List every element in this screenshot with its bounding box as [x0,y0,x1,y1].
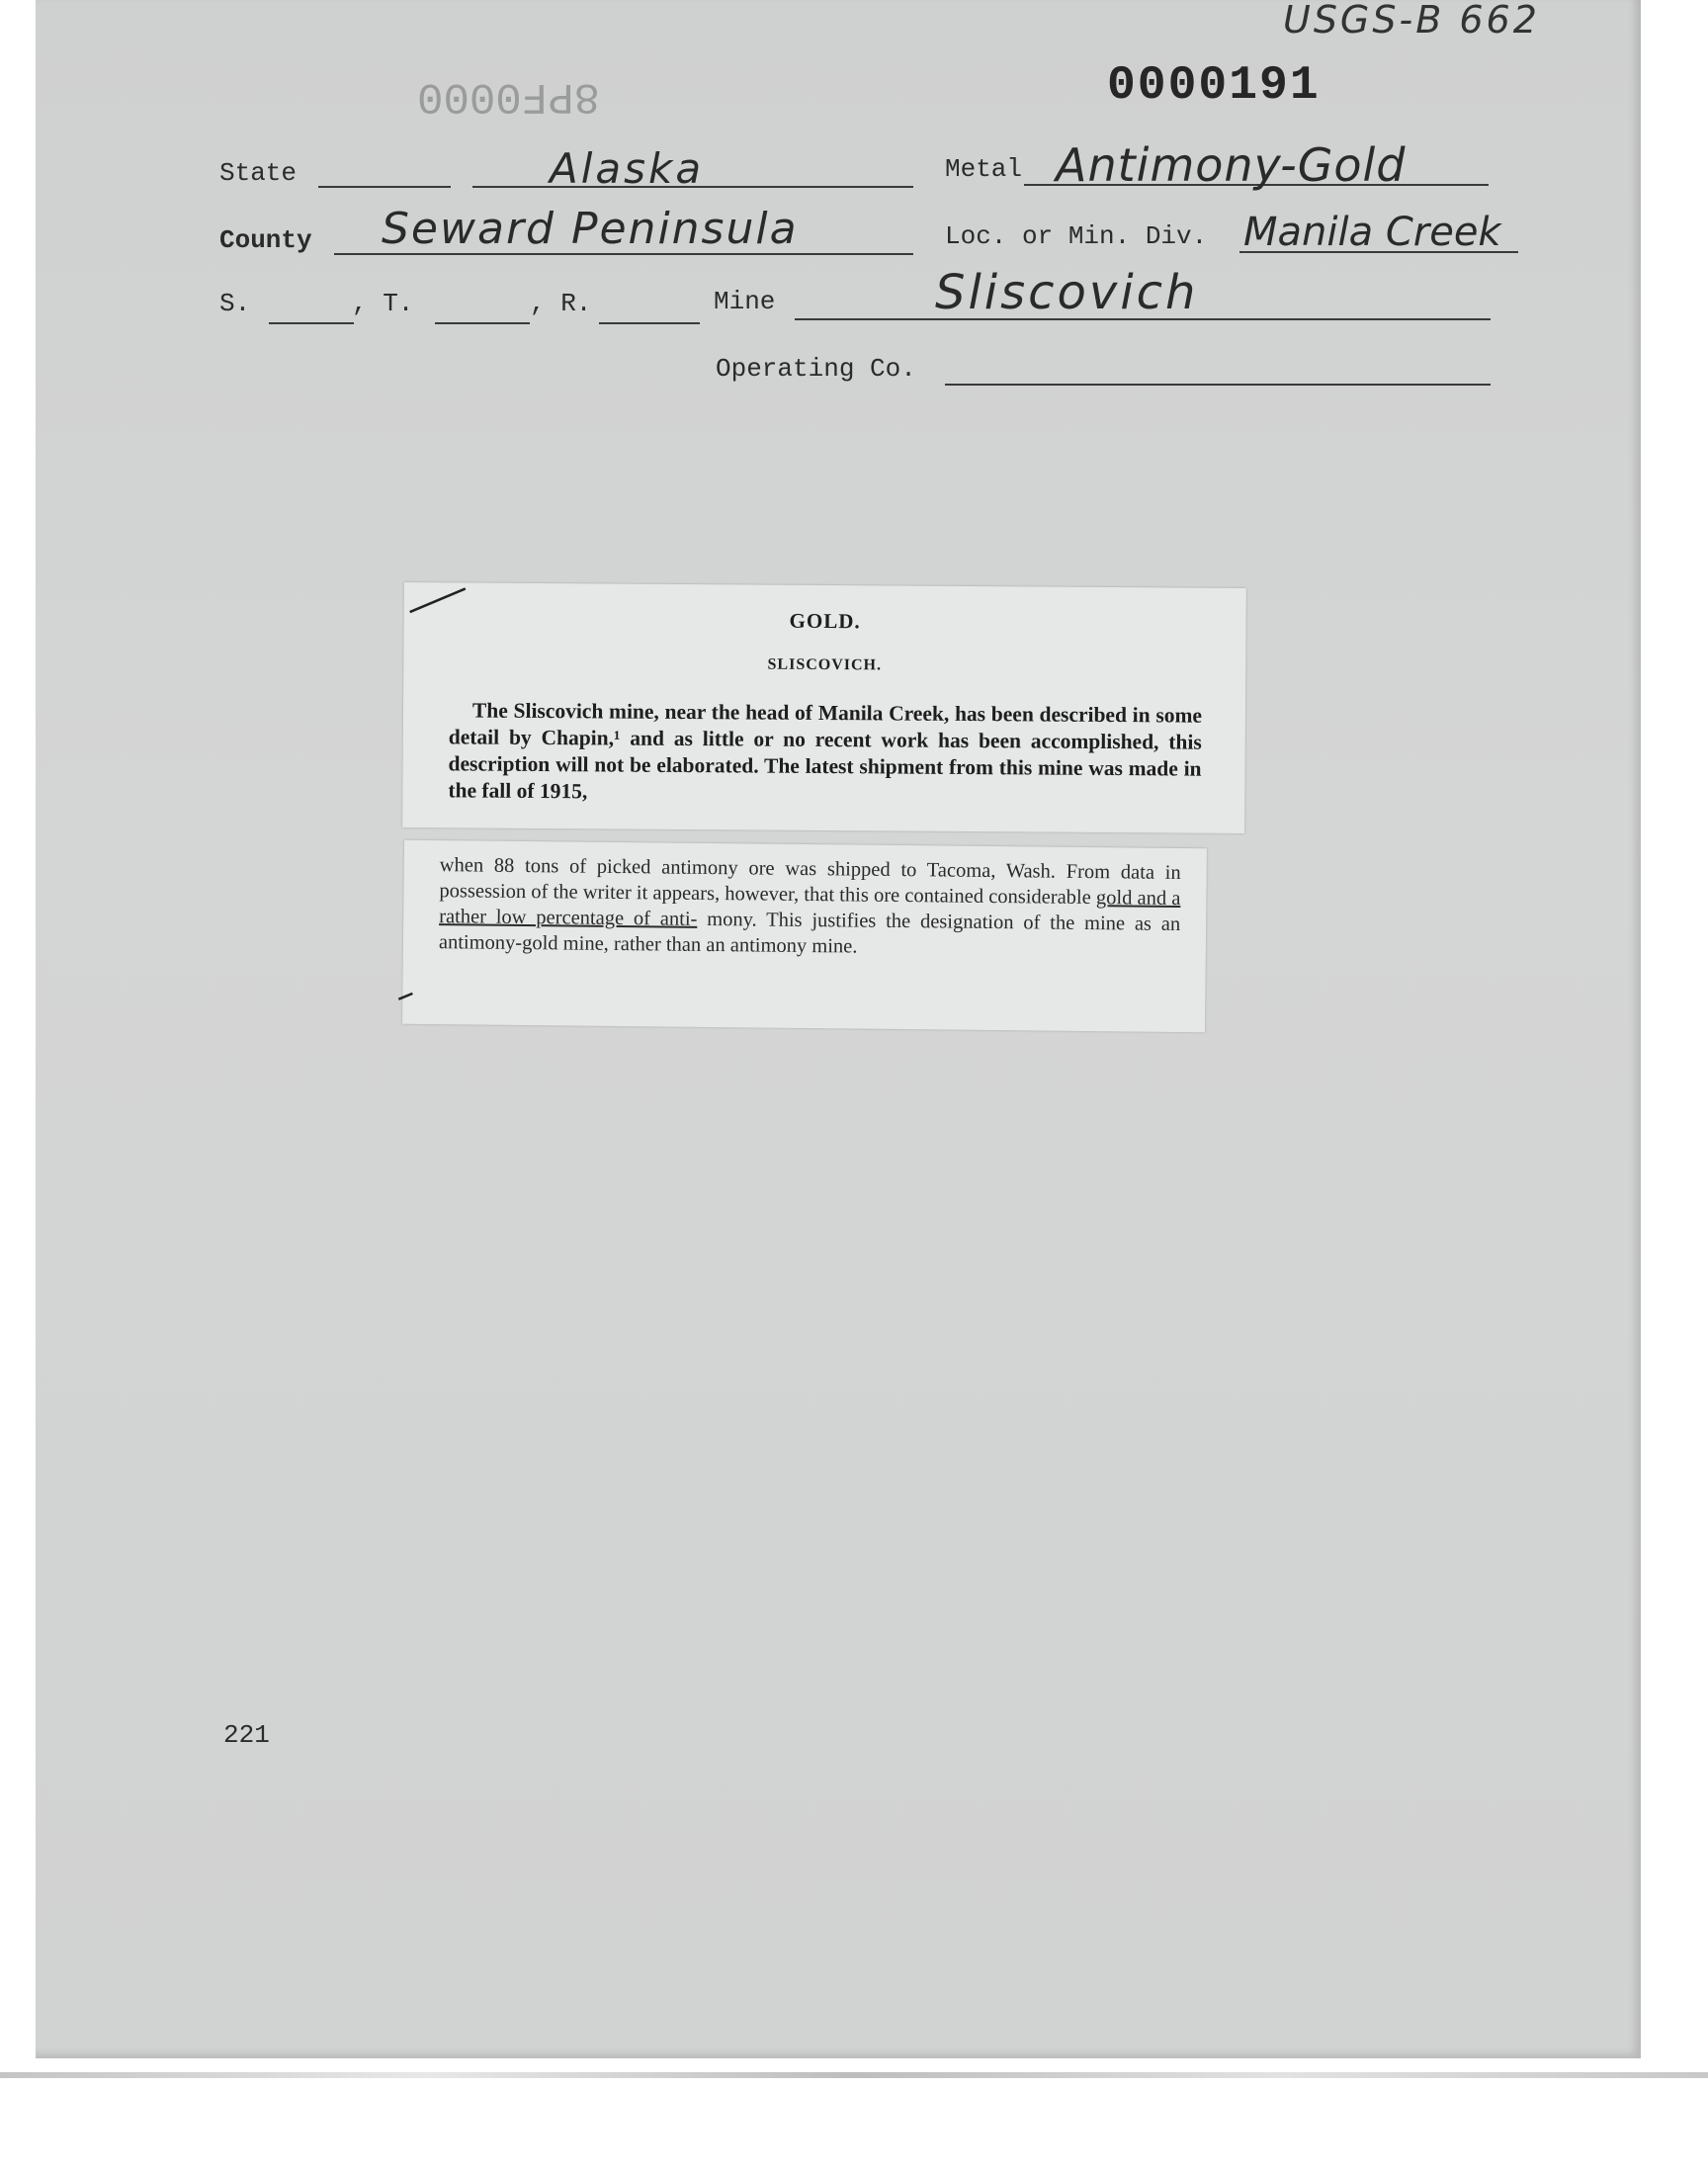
operating-co-label: Operating Co. [716,354,916,384]
county-label: County [219,225,312,255]
state-value: Alaska [550,144,705,193]
loc-value: Manila Creek [1243,210,1501,255]
state-blank-1 [318,186,451,188]
mine-label: Mine [714,287,776,316]
clip-heading: GOLD. [789,608,861,634]
clip-paragraph-2 [439,852,1181,963]
doc-reference: USGS-B 662 [1283,0,1540,42]
range-blank [599,322,700,324]
township-label: , T. [352,289,414,318]
mine-value: Sliscovich [935,265,1199,320]
clip-text-before: when 88 tons of picked antimony ore was shipped to Tacoma, Wash. From data in possession of the writer it appears, however, that this ore contained considerable [439,854,1181,910]
scan-edge [0,2072,1708,2078]
clip-paragraph-1: The Sliscovich mine, near the head of Manila Creek, has been described in some detail by Chapin,¹ and as little or no recent work has been accomplished, this description will not be elaborated. The latest shipment from this mine was made in the fall of 1915, [448,698,1203,804]
operating-co-blank [945,384,1491,386]
metal-value: Antimony-Gold [1056,138,1407,192]
faint-stamp: 8PF0000 [417,71,600,121]
section-blank [269,322,354,324]
clip-text-underlined: gold and a rather low percentage of anti- [439,887,1181,930]
section-label: S. [219,289,251,318]
range-label: , R. [530,289,592,318]
state-label: State [219,158,298,188]
clipping-1 [402,582,1246,833]
page-number: 221 [223,1720,270,1750]
county-value: Seward Peninsula [382,204,799,254]
clipping-2 [402,840,1207,1032]
township-blank [435,322,530,324]
record-number: 0000191 [1107,59,1321,113]
metal-label: Metal [945,154,1023,184]
clip-text-after: mony. This justifies the designation of the mine as an antimony-gold mine, rather than an antimony mine. [438,908,1181,958]
document-sheet [36,0,1641,2058]
margin-tick [396,991,416,1002]
loc-label: Loc. or Min. Div. [945,221,1208,251]
clip-subheading: SLISCOVICH. [767,655,883,674]
